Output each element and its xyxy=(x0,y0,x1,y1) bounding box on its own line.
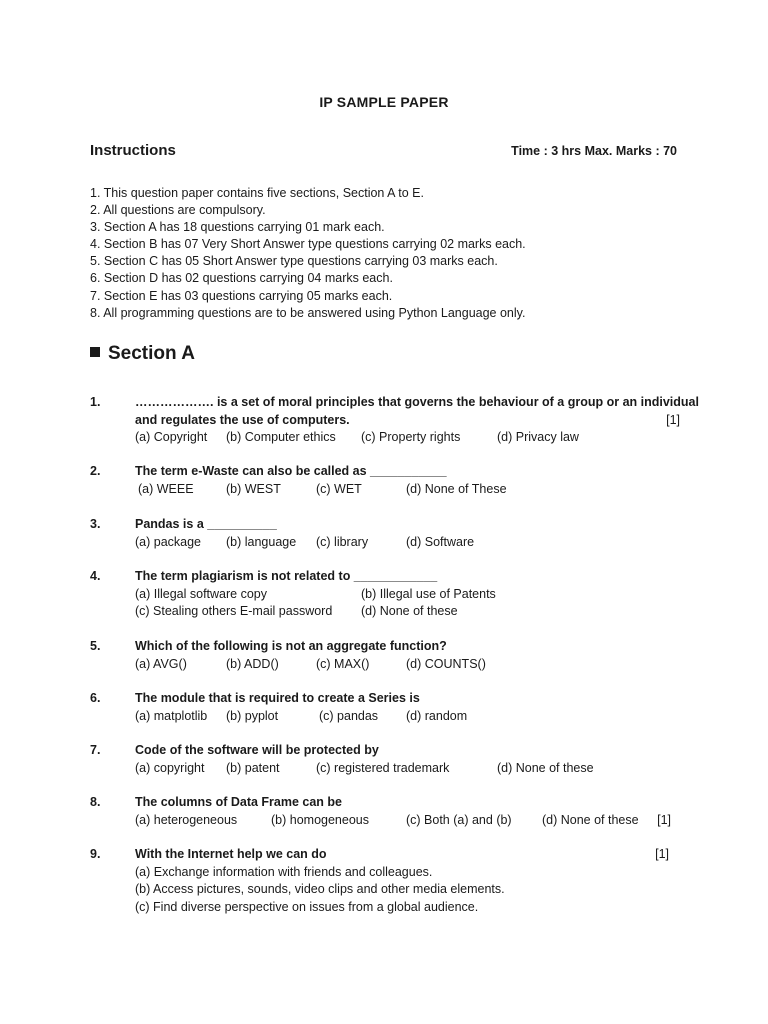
question-stem: Pandas is a __________ xyxy=(135,517,277,531)
question-number: 9. xyxy=(90,847,101,861)
options-row xyxy=(135,534,680,552)
option: (b) WEST xyxy=(226,481,281,496)
option: (b) language xyxy=(226,534,297,549)
question-stem: The term e-Waste can also be called as ___________ xyxy=(135,464,447,478)
options-row xyxy=(135,586,680,604)
options-row xyxy=(135,760,680,778)
option: (b) Access pictures, sounds, video clips and other media elements. xyxy=(135,882,505,896)
option: (b) homogeneous xyxy=(271,812,369,827)
option: (a) Illegal software copy xyxy=(135,586,268,601)
section-heading xyxy=(90,343,195,365)
question-number: 8. xyxy=(90,795,101,809)
question-stem-continued xyxy=(135,412,680,430)
instruction-item: 2. All questions are compulsory. xyxy=(90,203,266,218)
question-number: 2. xyxy=(90,464,101,478)
question-number: 7. xyxy=(90,743,101,757)
square-bullet-icon xyxy=(90,347,100,357)
options-row xyxy=(135,481,680,499)
paper-title: IP SAMPLE PAPER xyxy=(319,94,449,110)
instruction-item: 4. Section B has 07 Very Short Answer type questions carrying 02 marks each. xyxy=(90,237,526,252)
option: (d) random xyxy=(406,708,468,723)
option: (c) Both (a) and (b) xyxy=(406,812,512,827)
instruction-item: 3. Section A has 18 questions carrying 01 mark each. xyxy=(90,220,385,235)
question-stem-line2: and regulates the use of computers. xyxy=(135,412,350,427)
option: (b) pyplot xyxy=(226,708,279,723)
option: (c) library xyxy=(316,534,369,549)
instruction-item: 8. All programming questions are to be answered using Python Language only. xyxy=(90,305,526,320)
option: (d) None of these xyxy=(361,604,458,618)
options-row xyxy=(135,708,680,726)
question-stem-row xyxy=(135,846,680,864)
option: (d) None of these xyxy=(497,760,594,775)
question-number: 3. xyxy=(90,517,101,531)
question-stem: The module that is required to create a Series is xyxy=(135,691,420,705)
option: (c) registered trademark xyxy=(316,760,450,775)
option: (a) AVG() xyxy=(135,656,187,671)
question-stem: With the Internet help we can do xyxy=(135,847,327,861)
option: (a) package xyxy=(135,534,202,549)
option: (c) pandas xyxy=(319,708,379,723)
marks-label: [1] xyxy=(655,847,669,861)
question-stem: ………………. is a set of moral principles that governs the behaviour of a group or an individual xyxy=(135,395,699,409)
question-stem: Code of the software will be protected by xyxy=(135,743,379,757)
option: (a) Copyright xyxy=(135,430,208,444)
option: (c) MAX() xyxy=(316,656,370,671)
marks-label: [1] xyxy=(657,812,671,827)
option: (a) matplotlib xyxy=(135,708,208,723)
options-row xyxy=(135,812,680,830)
options-row xyxy=(135,656,680,674)
question-stem: The term plagiarism is not related to ____________ xyxy=(135,569,438,583)
option: (a) Exchange information with friends and colleagues. xyxy=(135,864,433,879)
question-number: 4. xyxy=(90,569,101,583)
option: (b) Illegal use of Patents xyxy=(361,586,496,601)
instruction-item: 1. This question paper contains five sections, Section A to E. xyxy=(90,186,424,200)
option: (b) ADD() xyxy=(226,656,279,671)
option: (a) heterogeneous xyxy=(135,812,238,827)
option: (a) copyright xyxy=(135,760,205,775)
option: (d) None of these xyxy=(542,812,639,827)
options-row xyxy=(135,603,680,621)
option: (c) Stealing others E-mail password xyxy=(135,604,333,618)
question-stem: The columns of Data Frame can be xyxy=(135,795,342,809)
option: (b) Computer ethics xyxy=(226,430,336,444)
options-row xyxy=(135,429,680,447)
instructions-list xyxy=(90,185,526,322)
option: (d) Software xyxy=(406,534,475,549)
section-heading-text: Section A xyxy=(108,343,195,364)
question-number: 1. xyxy=(90,395,101,409)
option: (d) COUNTS() xyxy=(406,656,486,671)
question-stem: Which of the following is not an aggregate function? xyxy=(135,639,447,653)
marks-label: [1] xyxy=(666,412,680,427)
option: (a) WEEE xyxy=(138,481,194,496)
option: (b) patent xyxy=(226,760,280,775)
option: (c) Find diverse perspective on issues from a global audience. xyxy=(135,899,479,914)
instruction-item: 7. Section E has 03 questions carrying 05 marks each. xyxy=(90,288,393,303)
question-number: 6. xyxy=(90,691,101,705)
option: (d) None of These xyxy=(406,481,507,496)
time-marks: Time : 3 hrs Max. Marks : 70 xyxy=(511,144,677,158)
instruction-item: 5. Section C has 05 Short Answer type questions carrying 03 marks each. xyxy=(90,254,498,269)
question-number: 5. xyxy=(90,639,101,653)
option: (c) Property rights xyxy=(361,430,461,444)
instructions-heading: Instructions xyxy=(90,142,176,159)
option: (c) WET xyxy=(316,481,362,496)
option: (d) Privacy law xyxy=(497,430,579,444)
instruction-item: 6. Section D has 02 questions carrying 04 marks each. xyxy=(90,271,393,286)
